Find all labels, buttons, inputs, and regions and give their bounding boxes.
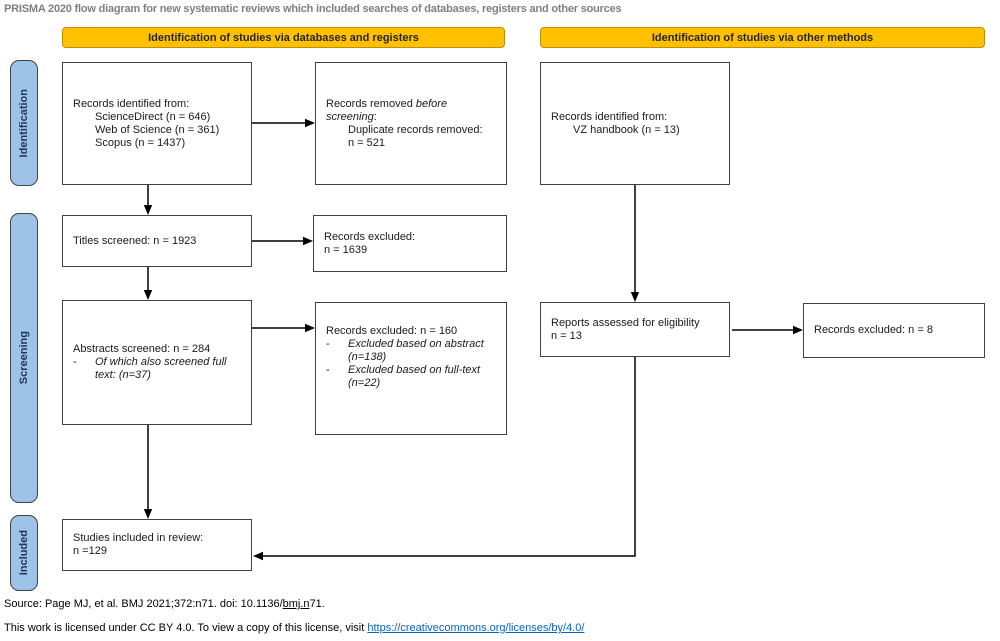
box-line: ScienceDirect (n = 646): [95, 110, 211, 123]
box-line: Reports assessed for eligibility: [551, 316, 700, 329]
box-line: n = 13: [551, 329, 582, 342]
license-link[interactable]: https://creativecommons.org/licenses/by/4.0/: [367, 622, 585, 634]
header-other-methods: Identification of studies via other methods: [540, 27, 985, 48]
sidebar-identification-label: Identification: [18, 88, 30, 158]
box-line: Web of Science (n = 361): [95, 123, 220, 136]
box-bullet: - Excluded based on full-text (n=22): [326, 364, 481, 389]
box-line: n = 1639: [324, 243, 368, 256]
arrow-titles-to-abstracts: [144, 267, 152, 300]
arrow-identified-to-titles: [144, 185, 152, 215]
box-bullet: - Of which also screened full text: (n=37): [73, 356, 227, 381]
box-reports-assessed: [540, 302, 730, 357]
box-records-excluded-titles: [313, 215, 507, 272]
box-line: Records identified from:: [551, 110, 668, 123]
arrow-abstracts-to-included: [144, 425, 152, 519]
arrow-reports-to-excluded: [732, 326, 803, 334]
box-titles-screened: [62, 215, 252, 267]
doi-link[interactable]: bmj.n: [282, 598, 310, 610]
header-databases-registers: Identification of studies via databases and registers: [62, 27, 505, 48]
box-line: Records excluded: n = 8: [814, 324, 933, 336]
arrow-identified-to-removed: [252, 119, 315, 127]
sidebar-screening: [10, 213, 38, 503]
box-line: Records removed before screening:: [326, 97, 448, 123]
box-bullet: - Excluded based on abstract (n=138): [326, 338, 484, 363]
page-title: PRISMA 2020 flow diagram for new systematic reviews which included searches of databases, registers and other sources: [4, 3, 622, 15]
box-line: Abstracts screened: n = 284: [73, 343, 211, 355]
sidebar-included-label: Included: [18, 530, 30, 576]
arrow-other-identified-to-reports: [631, 185, 639, 302]
box-line: n =129: [73, 545, 107, 557]
box-studies-included: [62, 519, 252, 571]
box-line: Titles screened: n = 1923: [73, 234, 197, 247]
box-line: VZ handbook (n = 13): [573, 123, 680, 136]
sidebar-identification: [10, 60, 38, 186]
box-records-identified-databases: [62, 62, 252, 185]
box-records-excluded-abstracts: [315, 302, 507, 435]
sidebar-screening-label: Screening: [18, 331, 30, 385]
box-line: Records excluded: n = 160: [326, 325, 458, 337]
arrow-abstracts-to-excluded: [252, 324, 315, 332]
arrow-titles-to-excluded: [252, 237, 313, 245]
source-citation: Source: Page MJ, et al. BMJ 2021;372:n71. doi: 10.1136/bmj.n71.: [4, 598, 325, 610]
box-records-removed-before-screening: [315, 62, 507, 185]
box-line: Records identified from:: [73, 97, 190, 110]
box-line: Records excluded:: [324, 230, 416, 243]
box-abstracts-screened: [62, 300, 252, 425]
box-records-excluded-reports: [803, 303, 985, 358]
license-note: This work is licensed under CC BY 4.0. To view a copy of this license, visit https://creativecommons.org/licenses/by/4.0/: [4, 622, 585, 634]
box-line: Duplicate records removed:: [348, 123, 483, 136]
box-line: n = 521: [348, 136, 386, 149]
box-records-identified-other: [540, 62, 730, 185]
box-line: Studies included in review:: [73, 532, 204, 544]
box-line: Scopus (n = 1437): [95, 136, 186, 149]
sidebar-included: [10, 515, 38, 591]
